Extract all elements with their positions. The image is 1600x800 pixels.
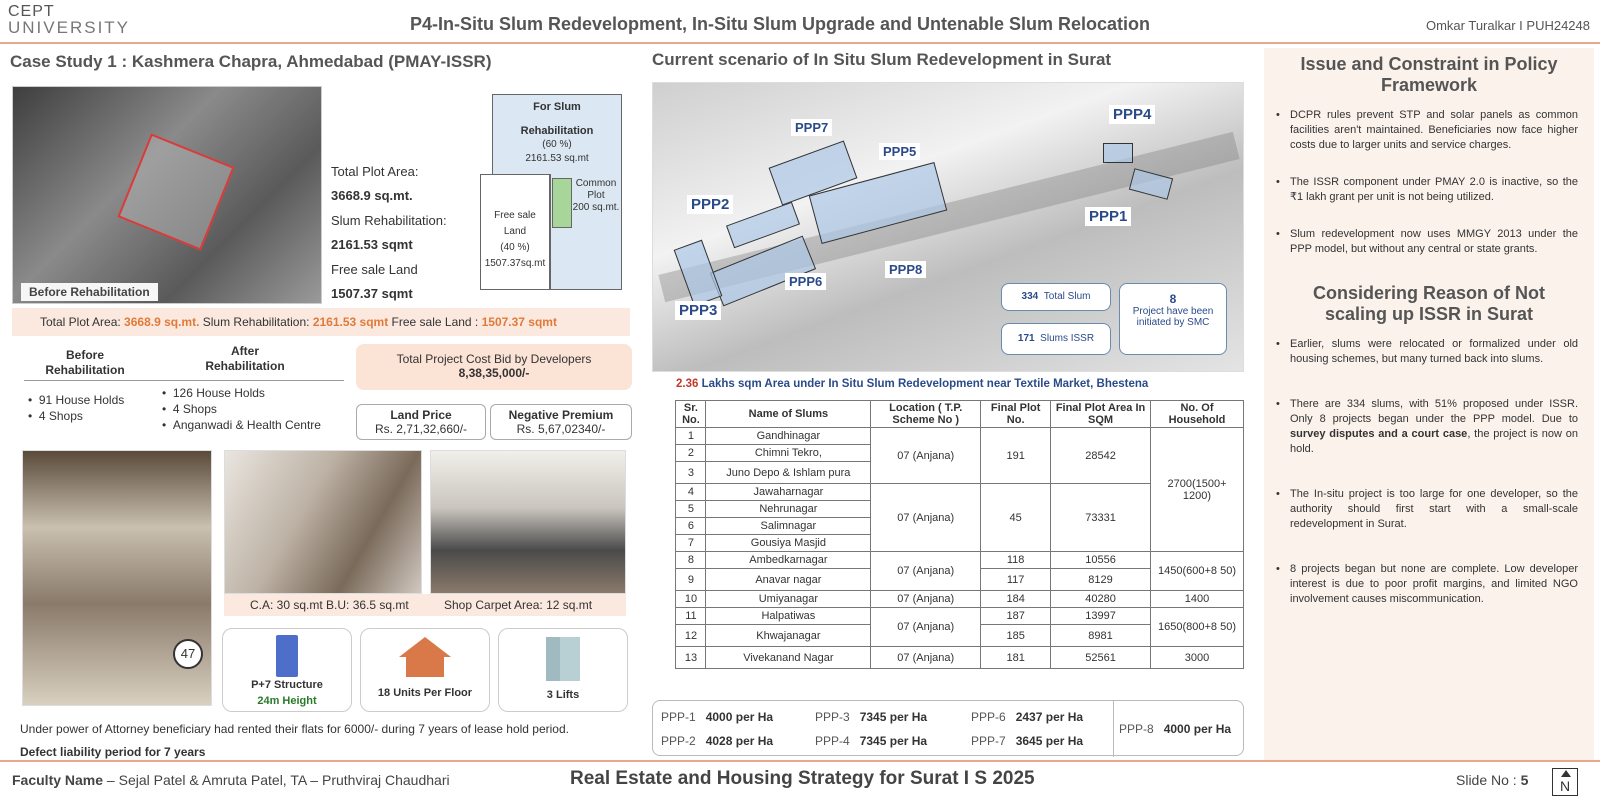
list-item: • The In-situ project is too large for one developer, so the authority should first start with a small-scale redevelopment in Surat. <box>1276 487 1578 532</box>
label-ppp4: PPP4 <box>1109 105 1155 124</box>
interior-photo-2 <box>224 450 422 594</box>
table-row: 1 Gandhinagar 07 (Anjana) 191 28542 2700(1500+ 1200) <box>656 428 1244 445</box>
surat-map <box>652 82 1244 372</box>
label-ppp5: PPP5 <box>879 143 920 160</box>
list-item: • 91 House Holds <box>28 393 125 407</box>
lifts-card: 3 Lifts <box>498 628 628 712</box>
rate-ppp7: PPP-7 3645 per Ha <box>971 734 1084 748</box>
rehab-divider <box>24 380 344 381</box>
rate-ppp3: PPP-3 7345 per Ha <box>815 710 928 724</box>
plot-division-diagram: For Slum Rehabilitation (60 %) 2161.53 sq.mt Common Plot 200 sq.mt. Free sale Land (40 %) 1507.37sq.mt <box>480 90 625 290</box>
list-item: • 4 Shops <box>162 402 217 416</box>
ppp6-zone <box>710 236 816 307</box>
table-header-row: Sr. No. Name of Slums Location ( T.P. Scheme No ) Final Plot No. Final Plot Area In SQM No. Of Household <box>656 401 1244 428</box>
label-ppp8: PPP8 <box>885 261 926 278</box>
total-slum-box: 334 Total Slum <box>1001 283 1111 311</box>
label-ppp2: PPP2 <box>687 195 733 214</box>
slum-table <box>656 400 1244 669</box>
shop-photo <box>430 450 626 594</box>
list-item: • Earlier, slums were relocated or formalized under old housing schemes, but many turned back into slums. <box>1276 337 1578 367</box>
slums-issr-box: 171 Slums ISSR <box>1001 323 1111 355</box>
aerial-photo-before <box>12 86 322 304</box>
structure-card: P+7 Structure 24m Height <box>222 628 352 712</box>
after-list <box>162 385 321 433</box>
slide-number: Slide No : 5 <box>1456 772 1529 788</box>
rate-ppp1: PPP-1 4000 per Ha <box>661 710 774 724</box>
issues-title: Issue and Constraint in Policy Framework <box>1300 54 1558 95</box>
list-item: • Slum redevelopment now uses MMGY 2013 under the PPP model, but without any central or state grants. <box>1276 227 1578 257</box>
rate-ppp4: PPP-4 7345 per Ha <box>815 734 928 748</box>
land-price-box: Land Price Rs. 2,71,32,660/- <box>356 404 486 440</box>
lift-icon <box>546 637 580 681</box>
defect-note: Defect liability period for 7 years <box>20 745 206 759</box>
projects-initiated-box: 8 Project have been initiated by SMC <box>1119 283 1227 355</box>
rate-ppp2: PPP-2 4028 per Ha <box>661 734 774 748</box>
label-ppp6: PPP6 <box>785 273 826 290</box>
photo-mark: 47 <box>173 639 203 669</box>
table-row: 8 Ambedkarnagar 07 (Anjana) 118 10556 1450(600+8 50) <box>656 552 1244 569</box>
table-row: 4 Jawaharnagar 07 (Anjana) 45 73331 <box>656 484 1244 501</box>
rate-ppp6: PPP-6 2437 per Ha <box>971 710 1084 724</box>
label-ppp7: PPP7 <box>791 119 832 136</box>
table-row: 2 Chimni Tekro, <box>656 445 1244 462</box>
faculty-credit: Faculty Name – Sejal Patel & Amruta Patel, TA – Pruthviraj Chaudhari <box>12 772 450 788</box>
list-item: • 126 House Holds <box>162 386 265 400</box>
building-icon <box>276 635 298 677</box>
author-label: Omkar Turalkar I PUH24248 <box>1425 18 1590 33</box>
label-ppp3: PPP3 <box>675 301 721 320</box>
list-item: • The ISSR component under PMAY 2.0 is inactive, so the ₹1 lakh grant per unit is not being utilized. <box>1276 175 1578 205</box>
table-row: 3 Juno Depo & Ishlam pura <box>656 462 1244 484</box>
ppp4-zone <box>1103 143 1133 163</box>
table-row: 11 Halpatiwas 07 (Anjana) 187 13997 1650(800+8 50) <box>656 608 1244 625</box>
table-row: 12 Khwajanagar 185 8981 <box>656 625 1244 647</box>
surat-title: Current scenario of In Situ Slum Redevelopment in Surat <box>652 50 1112 69</box>
header-divider <box>0 42 1600 44</box>
north-arrow-icon: N <box>1552 768 1578 796</box>
page-title: P4-In-Situ Slum Redevelopment, In-Situ Slum Upgrade and Untenable Slum Relocation <box>409 14 1151 34</box>
list-item: • DCPR rules prevent STP and solar panels as common facilities aren't maintained. Beneficiaries now face higher costs due to larger units and service charges. <box>1276 108 1578 153</box>
house-icon <box>399 637 451 657</box>
table-row: 10 Umiyanagar 07 (Anjana) 184 40280 1400 <box>656 591 1244 608</box>
list-item: • Anganwadi & Health Centre <box>162 418 321 432</box>
table-row: 7 Gousiya Masjid <box>656 535 1244 552</box>
before-rehab-heading: Before Rehabilitation <box>45 348 125 377</box>
plot-boundary <box>117 133 234 250</box>
plot-summary-strip: Total Plot Area: 3668.9 sq.mt. Slum Rehabilitation: 2161.53 sqmt Free sale Land : 1507.37 sqmt <box>12 308 630 336</box>
issues-list <box>1264 96 1594 257</box>
units-card: 18 Units Per Floor <box>360 628 490 712</box>
list-item: • 4 Shops <box>28 409 83 423</box>
ppp-rates-box <box>652 700 1244 756</box>
interior-photo-1 <box>22 450 212 706</box>
footer-divider <box>0 760 1600 762</box>
case-study-title: Case Study 1 : Kashmera Chapra, Ahmedabad (PMAY-ISSR) <box>10 52 492 71</box>
rate-ppp8: PPP-8 4000 per Ha <box>1119 722 1232 736</box>
map-caption: 2.36 Lakhs sqm Area under In Situ Slum Redevelopment near Textile Market, Bhestena <box>676 378 1149 390</box>
before-list <box>28 392 124 424</box>
reasons-title: Considering Reason of Not scaling up ISSR in Surat <box>1312 283 1545 324</box>
cept-logo: CEPT UNIVERSITY <box>8 3 131 37</box>
lease-note: Under power of Attorney beneficiary had rented their flats for 6000/- during 7 years of lease hold period. <box>20 722 569 736</box>
plot-area-list: Total Plot Area: 3668.9 sq.mt. Slum Rehabilitation: 2161.53 sqmt Free sale Land 1507.37 sqmt <box>331 164 447 302</box>
negative-premium-box: Negative Premium Rs. 5,67,02340/- <box>490 404 632 440</box>
label-ppp1: PPP1 <box>1085 207 1131 226</box>
table-row: 13 Vivekanand Nagar 07 (Anjana) 181 52561 3000 <box>656 647 1244 669</box>
before-rehab-tag: Before Rehabilitation <box>21 283 158 301</box>
list-item: • 8 projects began but none are complete. Low developer interest is due to poor profit margins, and limited NGO involvement causes miscommunication. <box>1276 562 1578 607</box>
table-row: 9 Anavar nagar 117 8129 <box>656 569 1244 591</box>
after-rehab-heading: After Rehabilitation <box>205 344 285 373</box>
list-item: • There are 334 slums, with 51% proposed under ISSR. Only 8 projects began under the PPP model. Due to survey disputes and a court case, the project is now on hold. <box>1276 397 1578 457</box>
policy-panel <box>1264 48 1594 760</box>
project-cost-box: Total Project Cost Bid by Developers 8,38,35,000/- <box>356 344 632 390</box>
table-row: 5 Nehrunagar <box>656 501 1244 518</box>
table-row: 6 Salimnagar <box>656 518 1244 535</box>
reasons-list <box>1264 325 1594 607</box>
photo-caption-strip: C.A: 30 sq.mt B.U: 36.5 sq.mt Shop Carpet Area: 12 sq.mt <box>224 594 626 616</box>
footer-title: Real Estate and Housing Strategy for Surat I S 2025 <box>570 768 1035 789</box>
common-plot-zone <box>552 178 572 228</box>
